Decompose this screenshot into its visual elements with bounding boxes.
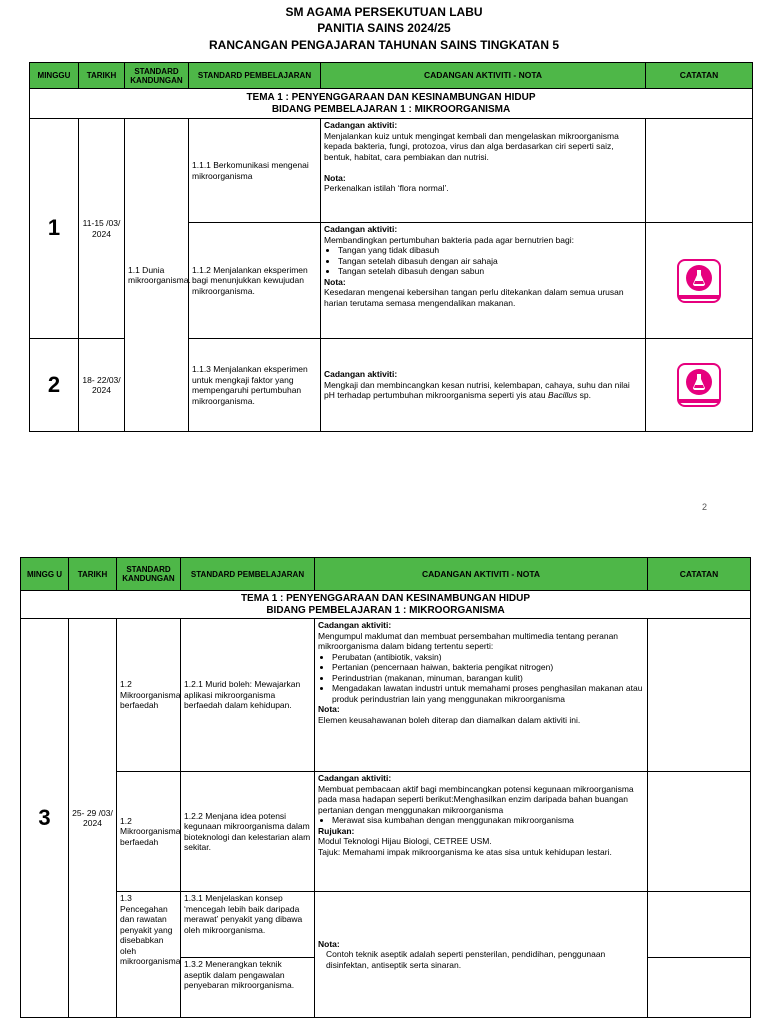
activity-cell xyxy=(315,772,648,892)
theme-row xyxy=(21,591,751,619)
activity-cell xyxy=(321,119,646,223)
standard-pembelajaran-cell: 1.2.1 Murid boleh: Mewajarkan aplikasi mikroorganisma berfaedah dalam kehidupan. xyxy=(181,619,315,772)
catatan-cell xyxy=(648,619,751,772)
activity-cell xyxy=(315,619,648,772)
standard-kandungan-cell: 1.2 Mikroorganisma berfaedah xyxy=(117,619,181,772)
catatan-cell xyxy=(646,119,753,223)
list-item: • Tangan yang tidak dibasuh xyxy=(338,245,642,256)
species-name: Bacillus xyxy=(547,390,578,401)
week-date: 11-15 /03/ 2024 xyxy=(79,119,125,339)
list-item: • Tangan setelah dibasuh dengan air sahaja xyxy=(338,256,642,267)
note-text: Kesedaran mengenai kebersihan tangan perlu ditekankan dalam semua urusan harian terutama semasa mengendalikan makanan. xyxy=(324,287,624,308)
activity-list xyxy=(318,652,644,705)
activity-list xyxy=(324,245,642,277)
col-minggu: MINGGU xyxy=(30,63,79,89)
note-text: Contoh teknik aseptik adalah seperti pensterilan, pendidihan, penggunaan disinfektan, antiseptik serta sinaran. xyxy=(326,949,606,970)
catatan-cell xyxy=(646,339,753,432)
theme-title: TEMA 1 : PENYENGGARAAN DAN KESINAMBUNGAN HIDUP xyxy=(246,91,536,103)
list-item: • Merawat sisa kumbahan dengan menggunakan mikroorganisma xyxy=(332,815,644,826)
activity-cell xyxy=(321,339,646,432)
col-catatan: CATATAN xyxy=(646,63,753,89)
list-item: • Pertanian (pencernaan haiwan, bakteria pengikat nitrogen) xyxy=(332,662,644,673)
week-number: 2 xyxy=(30,339,79,432)
page-number: 2 xyxy=(702,502,708,512)
standard-pembelajaran-cell: 1.3.1 Menjelaskan konsep ‘mencegah lebih baik daripada merawat’ penyakit yang dibawa oleh mikroorganisma. xyxy=(181,892,315,958)
note-heading: Nota: xyxy=(324,172,346,183)
activity-cell xyxy=(315,892,648,1018)
col-standard-kandungan: STANDARD KANDUNGAN xyxy=(125,63,189,89)
list-item: • Perindustrian (makanan, minuman, barangan kulit) xyxy=(332,673,644,684)
reference-title: Tajuk: Memahami impak mikroorganisma ke atas sisa untuk kehidupan lestari. xyxy=(318,846,612,857)
school-name: SM AGAMA PERSEKUTUAN LABU xyxy=(285,5,483,19)
list-item: • Perubatan (antibiotik, vaksin) xyxy=(332,652,644,663)
document-title: RANCANGAN PENGAJARAN TAHUNAN SAINS TINGKATAN 5 xyxy=(208,38,559,52)
note-heading: Nota: xyxy=(318,704,340,714)
science-experiment-badge-icon xyxy=(677,363,721,407)
catatan-cell xyxy=(648,958,751,1018)
week-number: 3 xyxy=(21,619,69,1018)
catatan-cell xyxy=(648,892,751,958)
col-tarikh: TARIKH xyxy=(79,63,125,89)
activity-text: Menjalankan kuiz untuk mengingat kembali dan mengelaskan mikroorganisma kepada bakteria, fungi, protozoa, virus dan alga berdasarkan ciri seperti saiz, bentuk, habitat, cara pembiakan dan nutrisi. xyxy=(324,130,619,162)
col-standard-pembelajaran: STANDARD PEMBELAJARAN xyxy=(181,558,315,591)
week-number: 1 xyxy=(30,119,79,339)
activity-text: Membandingkan pertumbuhan bakteria pada agar bernutrien bagi: xyxy=(324,234,574,245)
lesson-plan-table-page-1 xyxy=(29,62,753,432)
activity-text: Mengumpul maklumat dan membuat persembahan multimedia tentang peranan mikroorganisma dalam bidang tertentu seperti: xyxy=(318,630,619,651)
standard-pembelajaran-cell: 1.1.1 Berkomunikasi mengenai mikroorganisma xyxy=(189,119,321,223)
note-heading: Nota: xyxy=(324,276,346,287)
activity-heading: Cadangan aktiviti: xyxy=(318,773,392,783)
col-tarikh: TARIKH xyxy=(69,558,117,591)
learning-area: BIDANG PEMBELAJARAN 1 : MIKROORGANISMA xyxy=(266,604,505,616)
learning-area: BIDANG PEMBELAJARAN 1 : MIKROORGANISMA xyxy=(271,103,511,115)
list-item: • Mengadakan lawatan industri untuk memahami proses penghasilan makanan atau produk perindustrian lain yang menggunakan mikroorganisma xyxy=(332,683,644,704)
catatan-cell xyxy=(646,223,753,339)
catatan-cell xyxy=(648,772,751,892)
standard-pembelajaran-cell: 1.3.2 Menerangkan teknik aseptik dalam pengawalan penyebaran mikroorganisma. xyxy=(181,958,315,1018)
list-item: • Tangan setelah dibasuh dengan sabun xyxy=(338,266,642,277)
lesson-plan-table-page-2 xyxy=(20,557,751,1018)
activity-list xyxy=(318,815,644,826)
standard-pembelajaran-cell: 1.2.2 Menjana idea potensi kegunaan mikroorganisma dalam bioteknologi dan kelestarian alam sekitar. xyxy=(181,772,315,892)
activity-heading: Cadangan aktiviti: xyxy=(324,120,398,130)
theme-title: TEMA 1 : PENYENGGARAAN DAN KESINAMBUNGAN HIDUP xyxy=(240,592,531,604)
activity-heading: Cadangan aktiviti: xyxy=(324,369,398,380)
theme-row xyxy=(30,89,753,119)
standard-kandungan-cell: 1.3 Pencegahan dan rawatan penyakit yang disebabkan oleh mikroorganisma xyxy=(117,892,181,1018)
activity-heading: Cadangan aktiviti: xyxy=(324,224,398,234)
standard-pembelajaran-cell: 1.1.2 Menjalankan eksperimen bagi menunjukkan kewujudan mikroorganisma. xyxy=(189,223,321,339)
col-catatan: CATATAN xyxy=(648,558,751,591)
note-text: Perkenalkan istilah ‘flora normal’. xyxy=(324,183,449,193)
note-text: Elemen keusahawanan boleh diterap dan diamalkan dalam aktiviti ini. xyxy=(318,714,581,725)
week-date: 18- 22/03/ 2024 xyxy=(79,339,125,432)
note-heading: Nota: xyxy=(318,938,340,949)
col-standard-pembelajaran: STANDARD PEMBELAJARAN xyxy=(189,63,321,89)
panel-name: PANITIA SAINS 2024/25 xyxy=(317,21,451,35)
activity-text: Mengkaji dan membincangkan kesan nutrisi, kelembapan, cahaya, suhu dan nilai pH terhadap pertumbuhan mikroorganisma seperti yis atau Bacillus sp. xyxy=(324,379,630,401)
standard-kandungan-cell: 1.1 Dunia mikroorganisma. xyxy=(125,119,189,432)
col-cadangan: CADANGAN AKTIVITI - NOTA xyxy=(315,558,648,591)
activity-cell xyxy=(321,223,646,339)
standard-pembelajaran-cell: 1.1.3 Menjalankan eksperimen untuk mengkaji faktor yang mempengaruhi pertumbuhan mikroorganisma. xyxy=(189,339,321,432)
standard-kandungan-cell: 1.2 Mikroorganisma berfaedah xyxy=(117,772,181,892)
col-cadangan: CADANGAN AKTIVITI - NOTA xyxy=(321,63,646,89)
col-minggu: MINGG U xyxy=(21,558,69,591)
week-date: 25- 29 /03/ 2024 xyxy=(69,619,117,1018)
science-experiment-badge-icon xyxy=(677,259,721,303)
reference-heading: Rujukan: xyxy=(318,825,355,836)
activity-heading: Cadangan aktiviti: xyxy=(318,620,392,630)
activity-text: Membuat pembacaan aktif bagi membincangkan potensi kegunaan mikroorganisma pada masa hadapan seperti berikut:Menghasilkan enzim daripada bahan buangan pertanian dengan menggunakan mikroorganisma xyxy=(318,783,634,815)
col-standard-kandungan: STANDARD KANDUNGAN xyxy=(117,558,181,591)
reference-text: Modul Teknologi Hijau Biologi, CETREE USM. xyxy=(318,836,492,846)
